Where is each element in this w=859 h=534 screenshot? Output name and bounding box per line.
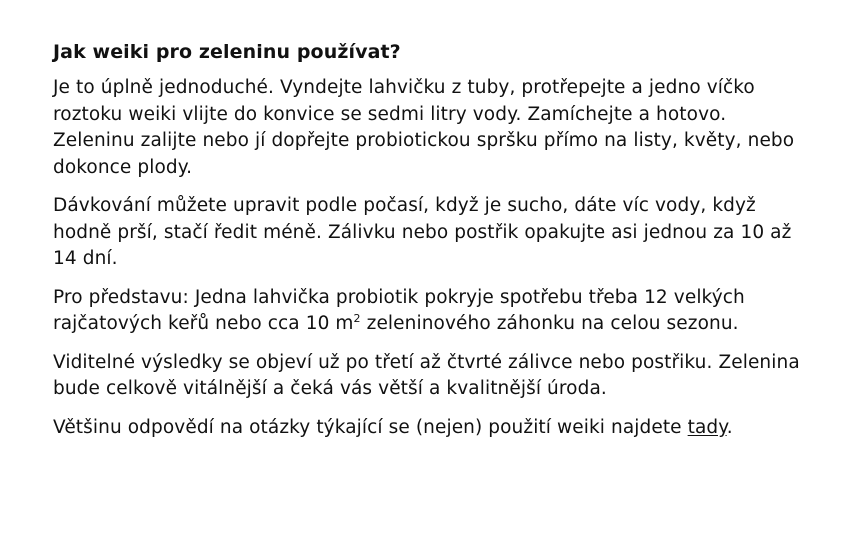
faq-text: Většinu odpovědí na otázky týkající se (nejen) použití weiki najdete (53, 416, 688, 438)
paragraph-usage: Je to úplně jednoduché. Vyndejte lahvičku z tuby, protřepejte a jedno víčko roztoku weiki vlijte do konvice se sedmi litry vody. Zamíchejte a hotovo. Zeleninu zalijte nebo jí dopřejte probiotickou spršku přímo na listy, květy, nebo dokonce plody. (53, 77, 795, 178)
faq-text-end: . (726, 416, 733, 438)
paragraph-coverage (53, 285, 813, 338)
square-superscript: 2 (353, 311, 361, 325)
faq-link[interactable]: tady (687, 416, 727, 438)
section-heading: Jak weiki pro zeleninu používat? (53, 41, 401, 63)
paragraph-dosage: Dávkování můžete upravit podle počasí, když je sucho, dáte víc vody, když hodně prší, stačí ředit méně. Zálivku nebo postřik opakujte asi jednou za 10 až 14 dní. (53, 195, 792, 269)
paragraph-results: Viditelné výsledky se objeví už po třetí až čtvrté zálivce nebo postřiku. Zelenina bude celkově vitálnější a čeká vás větší a kvalitnější úroda. (53, 351, 800, 399)
coverage-text-end: zeleninového záhonku na celou sezonu. (360, 313, 739, 334)
article-content (53, 40, 813, 453)
paragraph-faq (53, 415, 813, 442)
coverage-text: Pro představu: Jedna lahvička probiotik pokryje spotřebu třeba 12 velkých rajčatových keřů nebo cca 10 m (53, 286, 745, 334)
